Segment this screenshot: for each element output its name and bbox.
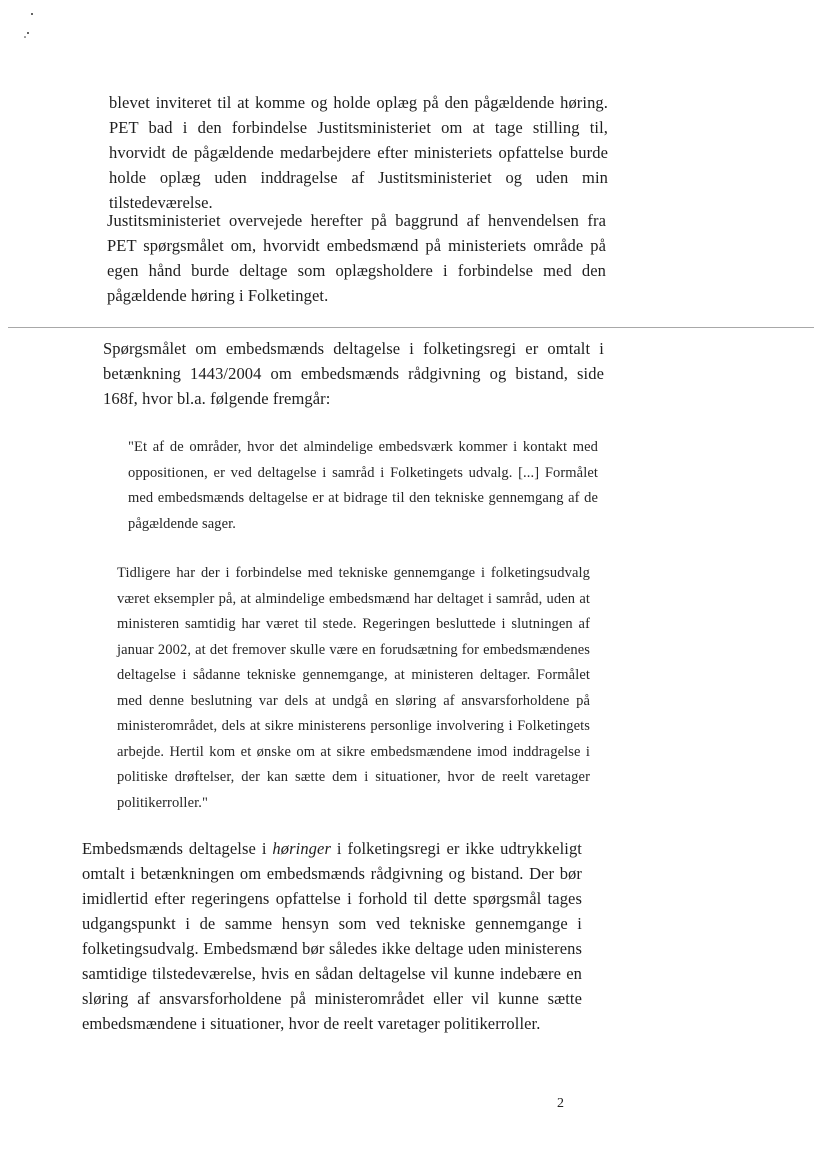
paragraph-pet-invitation: blevet inviteret til at komme og holde oplæg på den pågældende høring. PET bad i den forbindelse Justitsministeriet om at tage stilling til, hvorvidt de pågældende medarbejdere efter ministeriets opfattelse burde holde oplæg uden inddragelse af Justitsministeriet og uden min tilstedeværelse. [109,93,608,212]
scan-specks [18,8,38,48]
conclusion-text-start: Embedsmænds deltagelse i [82,839,273,858]
paragraph-reference-report: Spørgsmålet om embedsmænds deltagelse i folketingsregi er omtalt i betænkning 1443/2004 om embedsmænds rådgivning og bistand, side 168f, hvor bl.a. følgende fremgår: [103,339,604,408]
scan-divider-line [8,327,814,328]
page-number: 2 [557,1096,564,1111]
quote-paragraph-1: "Et af de områder, hvor det almindelige embedsværk kommer i kontakt med oppositionen, er ved deltagelse i samråd i Folketingets udvalg. [...] Formålet med embedsmænds deltagelse er at bidrage til den tekniske gennemgang af de pågældende sager. [128,439,598,532]
speck [27,32,29,34]
conclusion-text-end: i folketingsregi er ikke udtrykkeligt omtalt i betænkningen om embedsmænds rådgivning og bistand. Der bør imidlertid efter regeringens opfattelse i forhold til dette spørgsmål tages udgangspunkt i de samme hensyn som ved tekniske gennemgange i folketingsudvalg. Embedsmænd bør således ikke deltage uden ministerens samtidige tilstedeværelse, hvis en sådan deltagelse vil kunne indebære en sløring af ansvarsforholdene på ministerområdet eller vil kunne sætte embedsmændene i situationer, hvor de reelt varetager politikerroller. [82,839,582,1033]
paragraph-conclusion [82,836,582,1036]
paragraph-ministry-consideration: Justitsministeriet overvejede herefter på baggrund af henvendelsen fra PET spørgsmålet om, hvorvidt embedsmænd på ministeriets område på egen hånd burde deltage som oplægsholdere i forbindelse med den pågældende høring i Folketinget. [107,211,606,305]
speck [31,13,33,15]
conclusion-emphasis-hoeringer: høringer [272,839,331,858]
speck [24,36,26,38]
quote-paragraph-2: Tidligere har der i forbindelse med tekniske gennemgange i folketingsudvalg været eksempler på, at almindelige embedsmænd har deltaget i samråd, uden at ministeren samtidig har været til stede. Regeringen besluttede i slutningen af januar 2002, at det fremover skulle være en forudsætning for embedsmændenes deltagelse i sådanne tekniske gennemgange, at ministeren deltager. Formålet med denne beslutning var dels at undgå en sløring af ansvarsforholdene på ministerområdet, dels at sikre ministerens personlige involvering i Folketingets arbejde. Hertil kom et ønske om at sikre embedsmændene imod inddragelse i politiske drøftelser, der kan sætte dem i situationer, hvor de reelt varetager politikerroller." [117,565,590,811]
